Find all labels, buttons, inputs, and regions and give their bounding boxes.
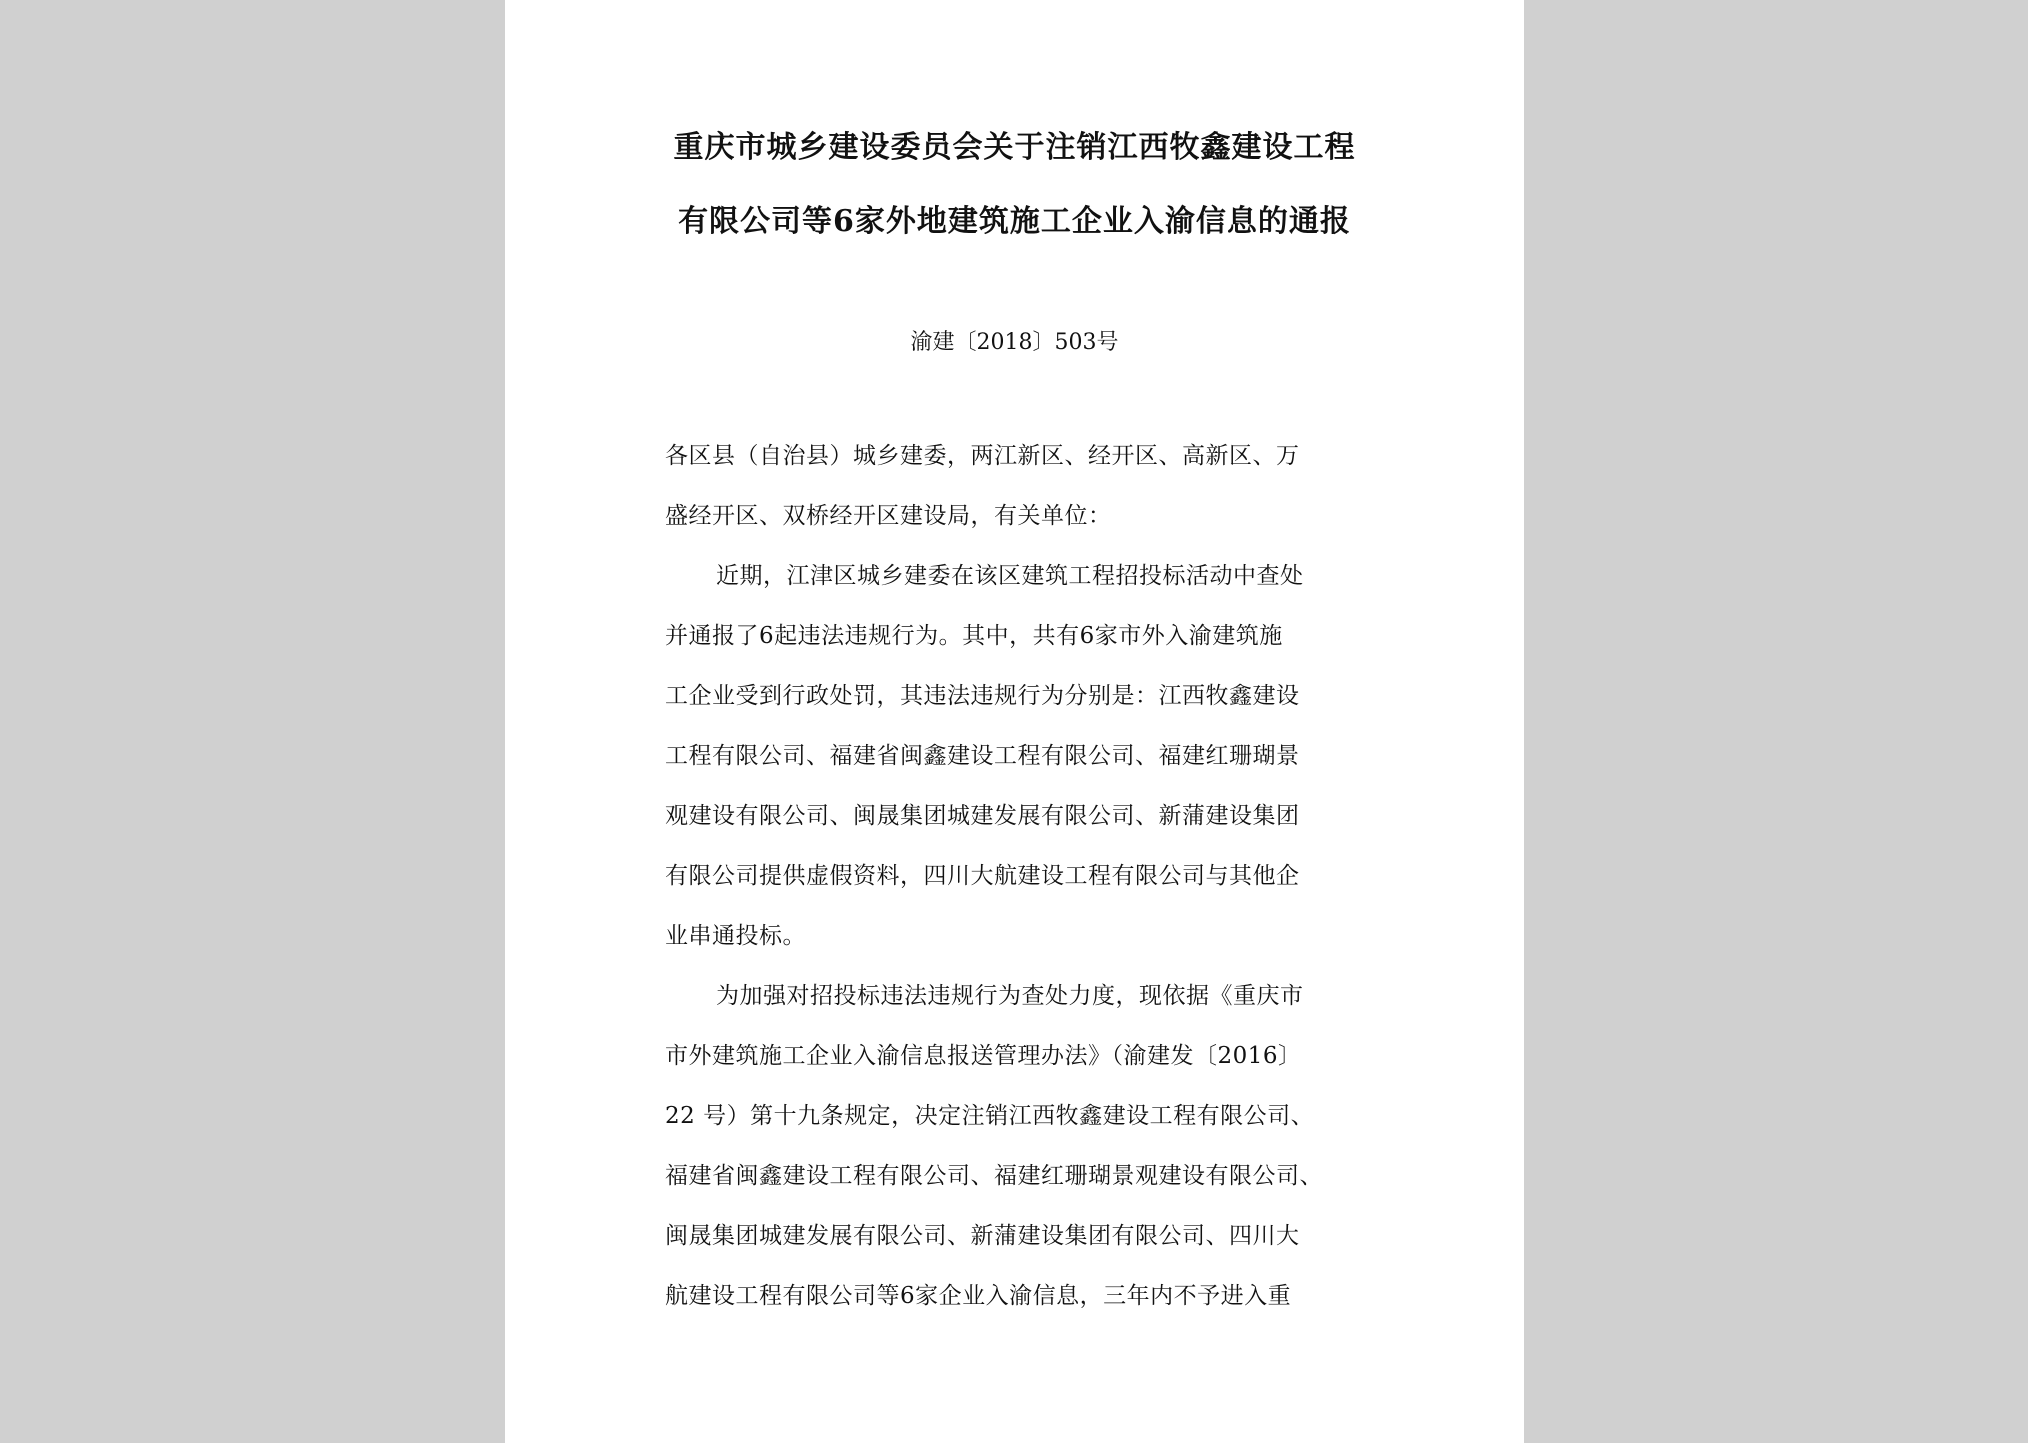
paragraph-2-line-2: 市外建筑施工企业入渝信息报送管理办法》（渝建发〔2016〕 <box>665 1043 1302 1069</box>
paragraph-1-line-6: 有限公司提供虚假资料，四川大航建设工程有限公司与其他企 <box>665 863 1300 889</box>
addressee-line-1: 各区县（自治县）城乡建委，两江新区、经开区、高新区、万 <box>665 443 1300 469</box>
paragraph-1-line-4: 工程有限公司、福建省闽鑫建设工程有限公司、福建红珊瑚景 <box>665 743 1300 769</box>
paragraph-2-line-5: 闽晟集团城建发展有限公司、新蒲建设集团有限公司、四川大 <box>665 1223 1300 1249</box>
addressee-line-2: 盛经开区、双桥经开区建设局，有关单位： <box>665 503 1112 529</box>
paragraph-1-line-3: 工企业受到行政处罚，其违法违规行为分别是：江西牧鑫建设 <box>665 683 1300 709</box>
paragraph-2-line-1: 为加强对招投标违法违规行为查处力度，现依据《重庆市 <box>716 983 1304 1009</box>
paragraph-1-line-5: 观建设有限公司、闽晟集团城建发展有限公司、新蒲建设集团 <box>665 803 1300 829</box>
paragraph-1-line-7: 业串通投标。 <box>665 923 806 949</box>
paragraph-2-line-4: 福建省闽鑫建设工程有限公司、福建红珊瑚景观建设有限公司、 <box>665 1163 1323 1189</box>
paragraph-2-line-3: 22 号）第十九条规定，决定注销江西牧鑫建设工程有限公司、 <box>665 1103 1315 1129</box>
document-page <box>505 0 1524 1443</box>
paragraph-1-line-1: 近期，江津区城乡建委在该区建筑工程招投标活动中查处 <box>716 563 1304 589</box>
document-title-line-1: 重庆市城乡建设委员会关于注销江西牧鑫建设工程 <box>673 130 1356 165</box>
paragraph-2-line-6: 航建设工程有限公司等6家企业入渝信息，三年内不予进入重 <box>665 1283 1292 1309</box>
document-number: 渝建〔2018〕503号 <box>910 330 1119 355</box>
paragraph-1-line-2: 并通报了6起违法违规行为。其中，共有6家市外入渝建筑施 <box>665 623 1283 649</box>
document-title-line-2: 有限公司等6家外地建筑施工企业入渝信息的通报 <box>678 204 1351 239</box>
